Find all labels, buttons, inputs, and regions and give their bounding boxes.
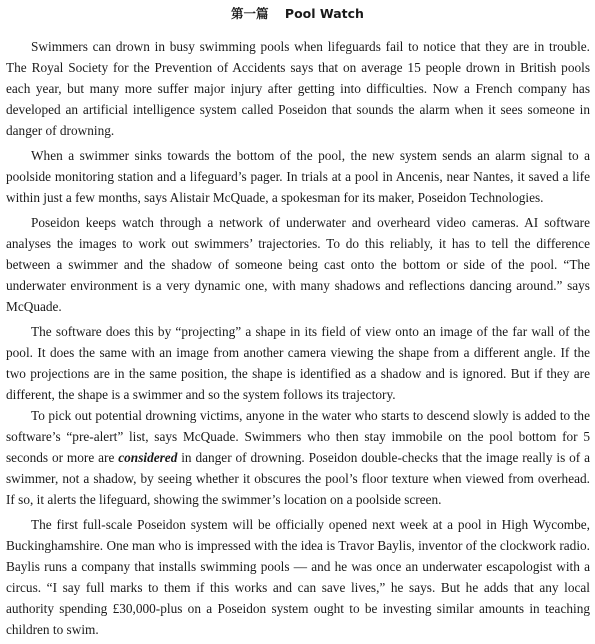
paragraph-5-part-1: To pick out potential drowning victims, anyone in the water who starts to descend slowly is added to the software’s “pre-alert” list, says McQuade. Swimmers who then stay immobile on the pool bottom for 5 seconds or more are	[6, 408, 590, 465]
section-label: 第一篇	[231, 6, 269, 21]
article-body	[6, 36, 590, 644]
paragraph-2: When a swimmer sinks towards the bottom of the pool, the new system sends an alarm signal to a poolside monitoring station and a lifeguard’s pager. In trials at a pool in Ancenis, near Nantes, it saved a life within just a few months, says Alistair McQuade, a spokesman for its maker, Poseidon Technologies.	[6, 148, 590, 205]
paragraph-6: The first full-scale Poseidon system will be officially opened next week at a pool in High Wycombe, Buckinghamshire. One man who is impressed with the idea is Travor Baylis, inventor of the clockwork radio. Baylis runs a company that installs swimming pools — and he was once an underwater escapologist with a circus. “I say full marks to them if this works and can save lives,” he says. But he adds that any local authority spending £30,000-plus on a Poseidon system ought to be investing similar amounts in teaching children to swim.	[6, 517, 590, 637]
emphasized-word: considered	[118, 450, 178, 465]
paragraph-1: Swimmers can drown in busy swimming pools when lifeguards fail to notice that they are in trouble. The Royal Society for the Prevention of Accidents says that on average 15 people drown in British pools each year, but many more suffer major injury after getting into difficulties. Now a French company has developed an artificial intelligence system called Poseidon that sounds the alarm when it sees someone in danger of drowning.	[6, 39, 590, 138]
document-title	[0, 6, 595, 21]
article-title: Pool Watch	[284, 6, 364, 21]
paragraph-5-part-2: in danger of drowning. Poseidon double-checks that the image really is of a swimmer, not a shadow, by seeing whether it obscures the pool’s floor texture when viewed from overhead. If so, it alerts the lifeguard, showing the swimmer’s location on a poolside screen.	[6, 450, 590, 507]
paragraph-4: The software does this by “projecting” a shape in its field of view onto an image of the far wall of the pool. It does the same with an image from another camera viewing the shape from a different angle. If the two projections are in the same position, the shape is identified as a shadow and is ignored. But if they are different, the shape is a swimmer and so the system follows its trajectory.	[6, 324, 590, 402]
paragraph-3: Poseidon keeps watch through a network of underwater and overheard video cameras. AI software analyses the images to work out swimmers’ trajectories. To do this reliably, it has to tell the difference between a swimmer and the shadow of someone being cast onto the bottom or side of the pool. “The underwater environment is a very dynamic one, with many shadows and reflections dancing around.” says McQuade.	[6, 215, 590, 314]
paragraph-5	[6, 405, 590, 510]
